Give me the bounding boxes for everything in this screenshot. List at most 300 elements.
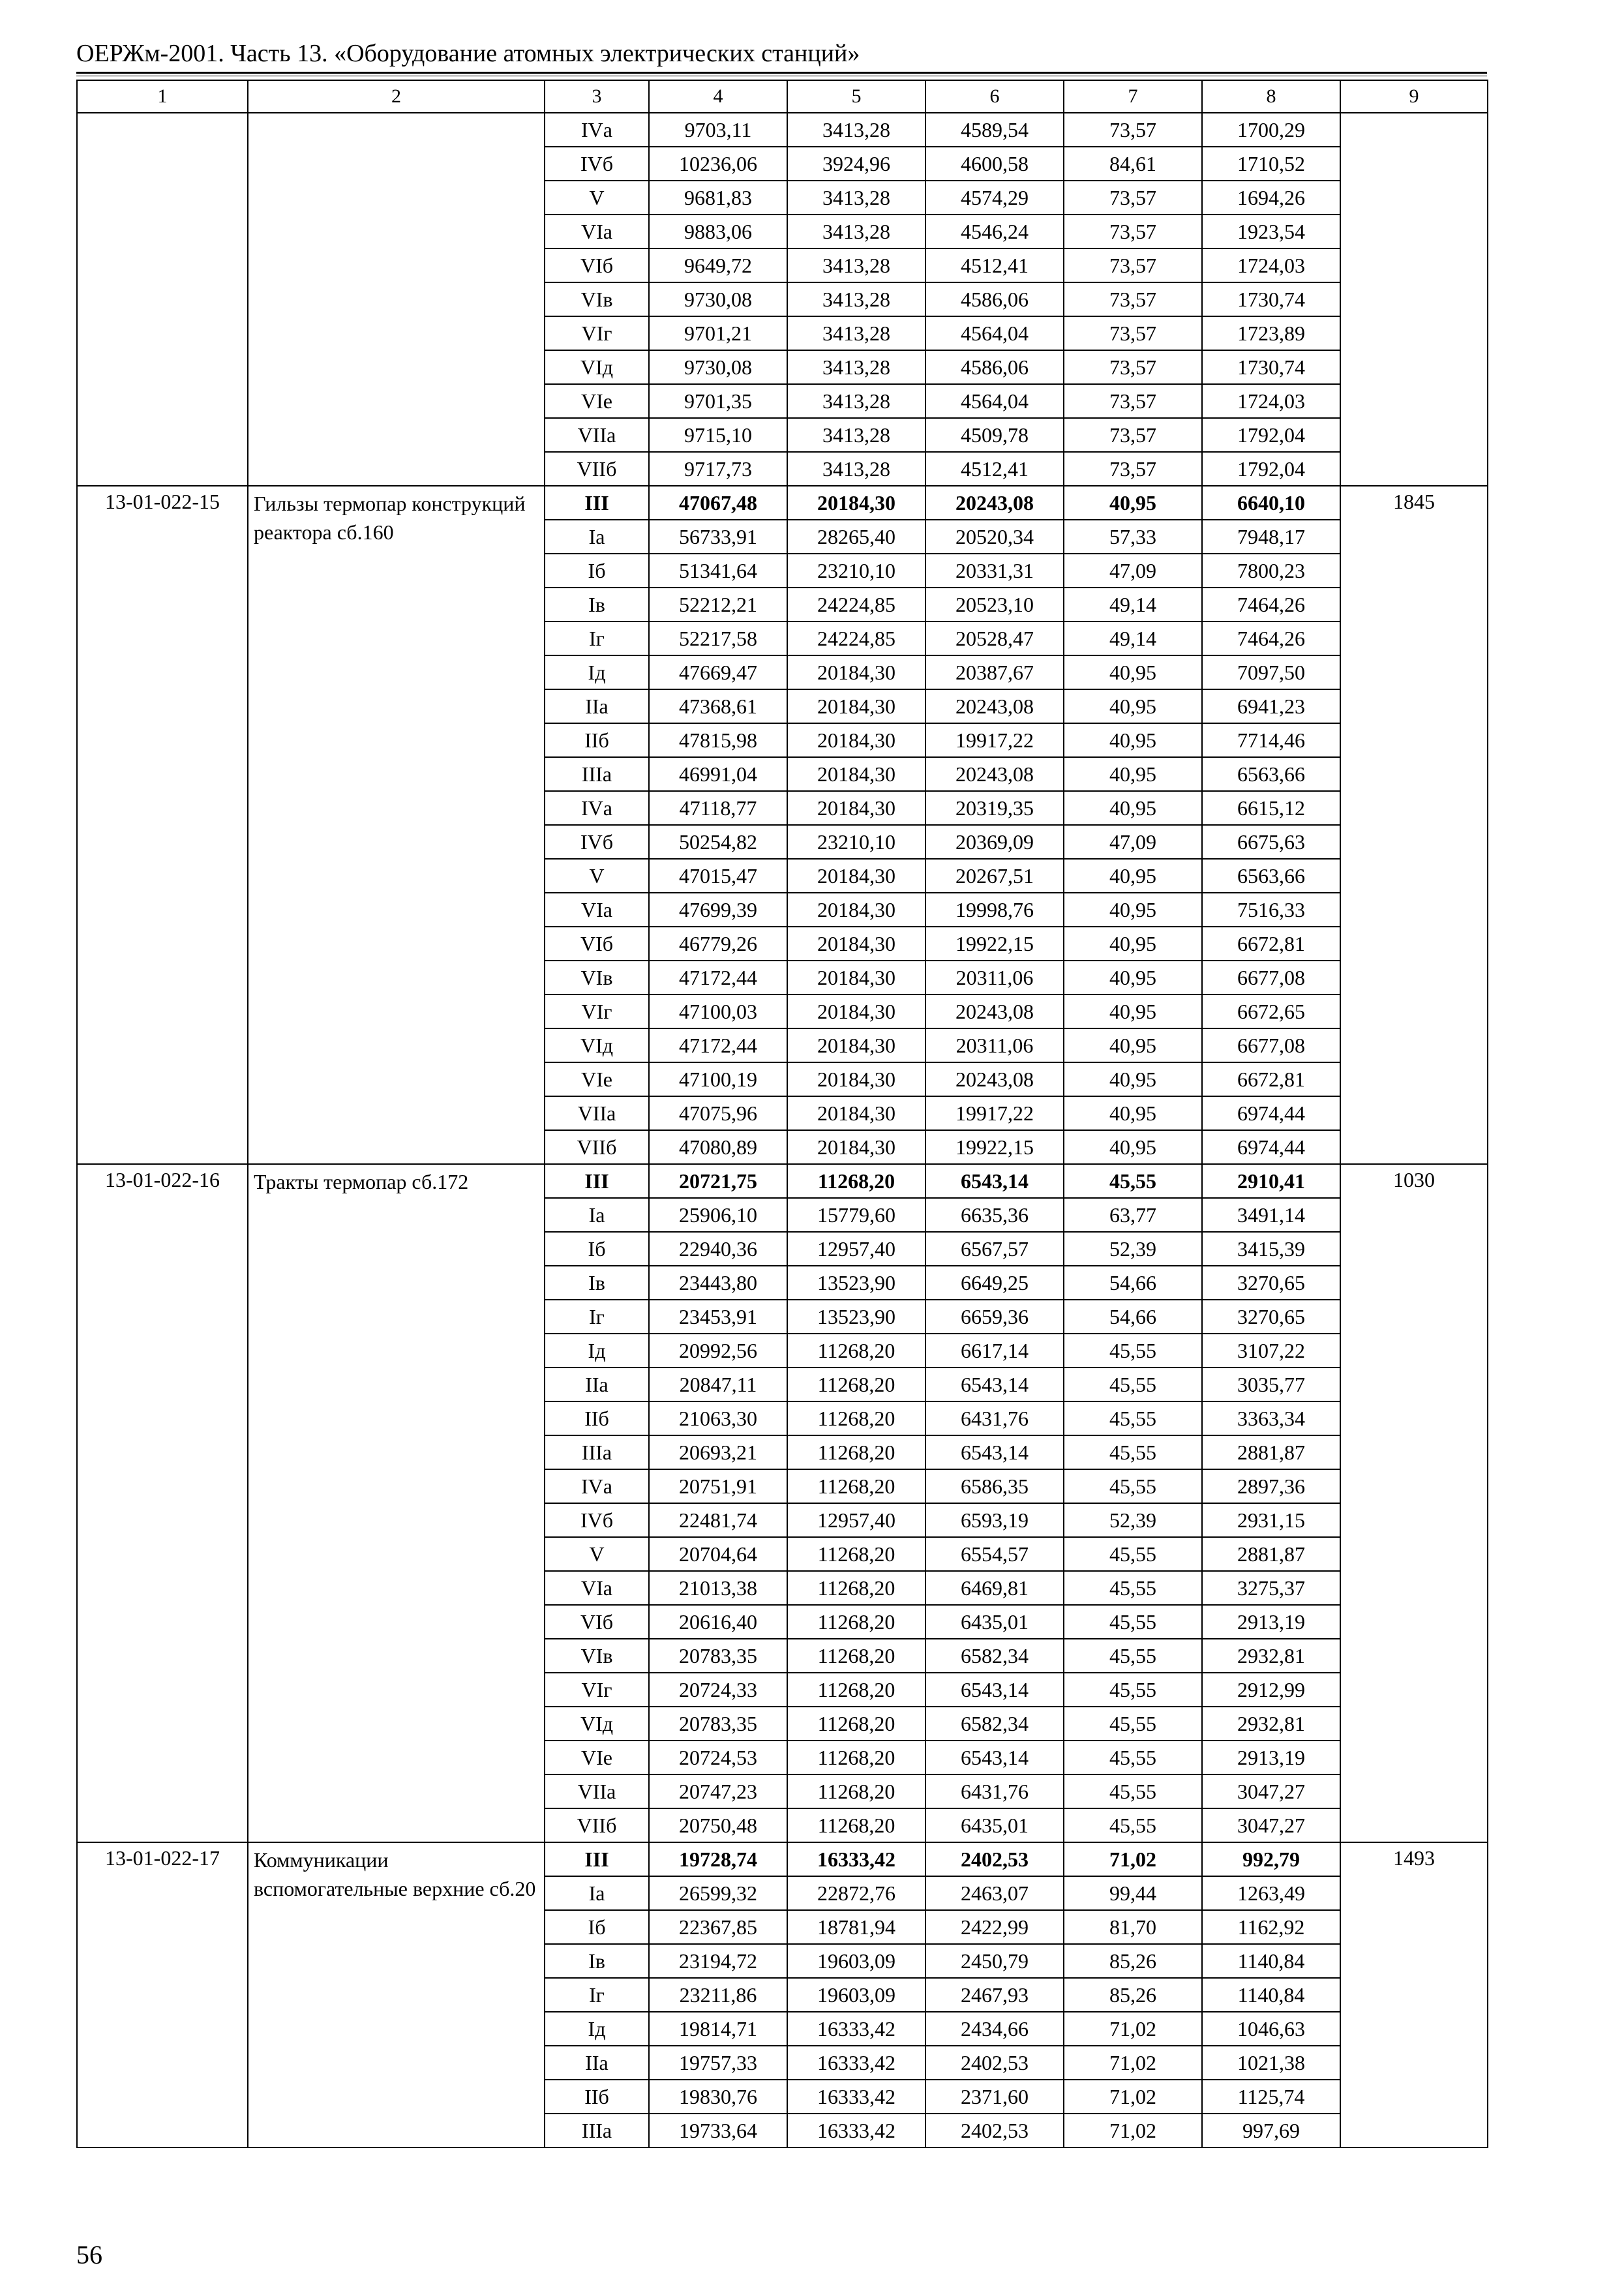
total-cost-cell: 20783,35 xyxy=(649,1639,787,1673)
wages-cell: 11268,20 xyxy=(787,1368,925,1401)
machinists-wages-cell: 40,95 xyxy=(1064,995,1202,1028)
materials-cell: 2913,19 xyxy=(1202,1741,1340,1774)
machinists-wages-cell: 73,57 xyxy=(1064,452,1202,486)
machinists-wages-cell: 73,57 xyxy=(1064,384,1202,418)
machines-cell: 19998,76 xyxy=(925,893,1064,927)
zone-cell: VIе xyxy=(545,1062,649,1096)
machinists-wages-cell: 40,95 xyxy=(1064,927,1202,961)
materials-cell: 1263,49 xyxy=(1202,1876,1340,1910)
wages-cell: 20184,30 xyxy=(787,893,925,927)
machines-cell: 4512,41 xyxy=(925,452,1064,486)
zone-cell: IIа xyxy=(545,2046,649,2080)
machinists-wages-cell: 45,55 xyxy=(1064,1537,1202,1571)
column-number: 8 xyxy=(1202,80,1340,113)
machines-cell: 20387,67 xyxy=(925,655,1064,689)
materials-cell: 1046,63 xyxy=(1202,2012,1340,2046)
materials-cell: 1125,74 xyxy=(1202,2080,1340,2114)
page-header: ОЕРЖм-2001. Часть 13. «Оборудование атомных электрических станций» xyxy=(76,40,860,67)
wages-cell: 11268,20 xyxy=(787,1164,925,1198)
zone-cell: VIд xyxy=(545,350,649,384)
materials-cell: 2881,87 xyxy=(1202,1537,1340,1571)
materials-cell: 3363,34 xyxy=(1202,1401,1340,1435)
total-cost-cell: 20747,23 xyxy=(649,1774,787,1808)
total-cost-cell: 47368,61 xyxy=(649,689,787,723)
zone-cell: IIб xyxy=(545,1401,649,1435)
table-row xyxy=(77,486,1488,520)
total-cost-cell: 19830,76 xyxy=(649,2080,787,2114)
total-cost-cell: 20693,21 xyxy=(649,1435,787,1469)
zone-cell: VIг xyxy=(545,995,649,1028)
machinists-wages-cell: 85,26 xyxy=(1064,1978,1202,2012)
materials-cell: 6615,12 xyxy=(1202,791,1340,825)
machines-cell: 2434,66 xyxy=(925,2012,1064,2046)
machinists-wages-cell: 45,55 xyxy=(1064,1571,1202,1605)
total-cost-cell: 47080,89 xyxy=(649,1130,787,1164)
machinists-wages-cell: 73,57 xyxy=(1064,350,1202,384)
zone-cell: IIб xyxy=(545,2080,649,2114)
rates-table xyxy=(76,80,1488,2148)
machinists-wages-cell: 54,66 xyxy=(1064,1300,1202,1334)
machines-cell: 6649,25 xyxy=(925,1266,1064,1300)
zone-cell: IVб xyxy=(545,825,649,859)
total-cost-cell: 21063,30 xyxy=(649,1401,787,1435)
machinists-wages-cell: 73,57 xyxy=(1064,113,1202,147)
machines-cell: 20243,08 xyxy=(925,757,1064,791)
wages-cell: 15779,60 xyxy=(787,1198,925,1232)
machines-cell: 2402,53 xyxy=(925,2046,1064,2080)
machines-cell: 19917,22 xyxy=(925,1096,1064,1130)
materials-cell: 3270,65 xyxy=(1202,1300,1340,1334)
total-cost-cell: 20783,35 xyxy=(649,1707,787,1741)
zone-cell: V xyxy=(545,1537,649,1571)
zone-cell: VIв xyxy=(545,1639,649,1673)
materials-cell: 3035,77 xyxy=(1202,1368,1340,1401)
machinists-wages-cell: 49,14 xyxy=(1064,588,1202,621)
zone-cell: Iг xyxy=(545,1978,649,2012)
materials-cell: 6563,66 xyxy=(1202,757,1340,791)
machines-cell: 19922,15 xyxy=(925,1130,1064,1164)
machinists-wages-cell: 40,95 xyxy=(1064,893,1202,927)
materials-cell: 2912,99 xyxy=(1202,1673,1340,1707)
machinists-wages-cell: 40,95 xyxy=(1064,791,1202,825)
total-cost-cell: 47118,77 xyxy=(649,791,787,825)
total-cost-cell: 22940,36 xyxy=(649,1232,787,1266)
materials-cell: 6672,65 xyxy=(1202,995,1340,1028)
materials-cell: 1730,74 xyxy=(1202,282,1340,316)
machinists-wages-cell: 45,55 xyxy=(1064,1741,1202,1774)
wages-cell: 18781,94 xyxy=(787,1910,925,1944)
materials-cell: 1710,52 xyxy=(1202,147,1340,181)
machinists-wages-cell: 40,95 xyxy=(1064,655,1202,689)
zone-cell: Iв xyxy=(545,1266,649,1300)
zone-cell: Iа xyxy=(545,1198,649,1232)
total-cost-cell: 9717,73 xyxy=(649,452,787,486)
zone-cell: Iд xyxy=(545,1334,649,1368)
total-cost-cell: 52212,21 xyxy=(649,588,787,621)
wages-cell: 16333,42 xyxy=(787,2080,925,2114)
machines-cell: 6593,19 xyxy=(925,1503,1064,1537)
machines-cell: 6469,81 xyxy=(925,1571,1064,1605)
work-name-cell xyxy=(248,113,545,486)
wages-cell: 16333,42 xyxy=(787,1842,925,1876)
rate-code-cell: 13-01-022-15 xyxy=(77,486,248,1164)
machines-cell: 20331,31 xyxy=(925,554,1064,588)
zone-cell: III xyxy=(545,1164,649,1198)
zone-cell: VIв xyxy=(545,282,649,316)
wages-cell: 11268,20 xyxy=(787,1673,925,1707)
machines-cell: 6586,35 xyxy=(925,1469,1064,1503)
machines-cell: 20243,08 xyxy=(925,486,1064,520)
wages-cell: 3413,28 xyxy=(787,248,925,282)
total-cost-cell: 9703,11 xyxy=(649,113,787,147)
total-cost-cell: 20992,56 xyxy=(649,1334,787,1368)
machines-cell: 20523,10 xyxy=(925,588,1064,621)
materials-cell: 7948,17 xyxy=(1202,520,1340,554)
materials-cell: 3415,39 xyxy=(1202,1232,1340,1266)
wages-cell: 20184,30 xyxy=(787,655,925,689)
wages-cell: 12957,40 xyxy=(787,1232,925,1266)
machines-cell: 20369,09 xyxy=(925,825,1064,859)
zone-cell: VIб xyxy=(545,1605,649,1639)
wages-cell: 23210,10 xyxy=(787,554,925,588)
machinists-wages-cell: 52,39 xyxy=(1064,1503,1202,1537)
total-cost-cell: 47815,98 xyxy=(649,723,787,757)
machinists-wages-cell: 73,57 xyxy=(1064,181,1202,215)
total-cost-cell: 23194,72 xyxy=(649,1944,787,1978)
column-number: 7 xyxy=(1064,80,1202,113)
total-cost-cell: 20751,91 xyxy=(649,1469,787,1503)
total-cost-cell: 50254,82 xyxy=(649,825,787,859)
wages-cell: 20184,30 xyxy=(787,927,925,961)
zone-cell: IVб xyxy=(545,147,649,181)
total-cost-cell: 19733,64 xyxy=(649,2114,787,2147)
wages-cell: 3413,28 xyxy=(787,181,925,215)
machinists-wages-cell: 40,95 xyxy=(1064,486,1202,520)
machinists-wages-cell: 49,14 xyxy=(1064,621,1202,655)
wages-cell: 20184,30 xyxy=(787,723,925,757)
machinists-wages-cell: 45,55 xyxy=(1064,1435,1202,1469)
wages-cell: 20184,30 xyxy=(787,995,925,1028)
materials-cell: 3107,22 xyxy=(1202,1334,1340,1368)
wages-cell: 11268,20 xyxy=(787,1334,925,1368)
machinists-wages-cell: 45,55 xyxy=(1064,1334,1202,1368)
machines-cell: 6582,34 xyxy=(925,1707,1064,1741)
machinists-wages-cell: 71,02 xyxy=(1064,2080,1202,2114)
zone-cell: VIIб xyxy=(545,1808,649,1842)
total-cost-cell: 47067,48 xyxy=(649,486,787,520)
machines-cell: 2422,99 xyxy=(925,1910,1064,1944)
total-cost-cell: 19814,71 xyxy=(649,2012,787,2046)
machines-cell: 2402,53 xyxy=(925,1842,1064,1876)
machinists-wages-cell: 40,95 xyxy=(1064,757,1202,791)
machinists-wages-cell: 73,57 xyxy=(1064,316,1202,350)
materials-cell: 1700,29 xyxy=(1202,113,1340,147)
materials-cell: 1162,92 xyxy=(1202,1910,1340,1944)
zone-cell: III xyxy=(545,1842,649,1876)
machinists-wages-cell: 63,77 xyxy=(1064,1198,1202,1232)
machines-cell: 20311,06 xyxy=(925,961,1064,995)
total-cost-cell: 9681,83 xyxy=(649,181,787,215)
wages-cell: 11268,20 xyxy=(787,1707,925,1741)
machines-cell: 2450,79 xyxy=(925,1944,1064,1978)
machines-cell: 20243,08 xyxy=(925,1062,1064,1096)
machines-cell: 2371,60 xyxy=(925,2080,1064,2114)
materials-cell: 7464,26 xyxy=(1202,621,1340,655)
column-number: 3 xyxy=(545,80,649,113)
total-cost-cell: 22367,85 xyxy=(649,1910,787,1944)
machinists-wages-cell: 71,02 xyxy=(1064,1842,1202,1876)
wages-cell: 16333,42 xyxy=(787,2046,925,2080)
zone-cell: VIе xyxy=(545,1741,649,1774)
machinists-wages-cell: 81,70 xyxy=(1064,1910,1202,1944)
column-number: 9 xyxy=(1340,80,1488,113)
materials-cell: 1792,04 xyxy=(1202,452,1340,486)
machines-cell: 6543,14 xyxy=(925,1368,1064,1401)
zone-cell: VIд xyxy=(545,1707,649,1741)
machines-cell: 6582,34 xyxy=(925,1639,1064,1673)
machines-cell: 20243,08 xyxy=(925,689,1064,723)
machines-cell: 20267,51 xyxy=(925,859,1064,893)
materials-cell: 3047,27 xyxy=(1202,1808,1340,1842)
total-cost-cell: 9701,35 xyxy=(649,384,787,418)
zone-cell: IIа xyxy=(545,689,649,723)
machinists-wages-cell: 40,95 xyxy=(1064,1028,1202,1062)
wages-cell: 16333,42 xyxy=(787,2012,925,2046)
machines-cell: 4600,58 xyxy=(925,147,1064,181)
wages-cell: 3413,28 xyxy=(787,215,925,248)
materials-cell: 7714,46 xyxy=(1202,723,1340,757)
machinists-wages-cell: 45,55 xyxy=(1064,1368,1202,1401)
machinists-wages-cell: 40,95 xyxy=(1064,1130,1202,1164)
wages-cell: 20184,30 xyxy=(787,1096,925,1130)
zone-cell: VIг xyxy=(545,1673,649,1707)
total-cost-cell: 47100,19 xyxy=(649,1062,787,1096)
zone-cell: VIIб xyxy=(545,1130,649,1164)
machines-cell: 6659,36 xyxy=(925,1300,1064,1334)
total-cost-cell: 22481,74 xyxy=(649,1503,787,1537)
zone-cell: Iв xyxy=(545,1944,649,1978)
wages-cell: 11268,20 xyxy=(787,1741,925,1774)
header-rule xyxy=(76,72,1487,74)
machines-cell: 6543,14 xyxy=(925,1435,1064,1469)
work-name-cell: Коммуникации вспомогательные верхние сб.20 xyxy=(248,1842,545,2147)
materials-cell: 992,79 xyxy=(1202,1842,1340,1876)
machines-cell: 6431,76 xyxy=(925,1401,1064,1435)
wages-cell: 12957,40 xyxy=(787,1503,925,1537)
total-cost-cell: 20721,75 xyxy=(649,1164,787,1198)
materials-cell: 997,69 xyxy=(1202,2114,1340,2147)
wages-cell: 13523,90 xyxy=(787,1300,925,1334)
machinists-wages-cell: 40,95 xyxy=(1064,961,1202,995)
materials-cell: 2932,81 xyxy=(1202,1639,1340,1673)
zone-cell: Iд xyxy=(545,655,649,689)
table-row xyxy=(77,113,1488,147)
materials-cell: 1724,03 xyxy=(1202,248,1340,282)
machinists-wages-cell: 57,33 xyxy=(1064,520,1202,554)
total-cost-cell: 9715,10 xyxy=(649,418,787,452)
materials-cell: 1923,54 xyxy=(1202,215,1340,248)
machines-cell: 6617,14 xyxy=(925,1334,1064,1368)
wages-cell: 19603,09 xyxy=(787,1978,925,2012)
machines-cell: 20528,47 xyxy=(925,621,1064,655)
zone-cell: VIIа xyxy=(545,418,649,452)
wages-cell: 20184,30 xyxy=(787,757,925,791)
machinists-wages-cell: 73,57 xyxy=(1064,215,1202,248)
machinists-wages-cell: 45,55 xyxy=(1064,1707,1202,1741)
total-cost-cell: 20750,48 xyxy=(649,1808,787,1842)
wages-cell: 28265,40 xyxy=(787,520,925,554)
zone-cell: VIIб xyxy=(545,452,649,486)
total-cost-cell: 10236,06 xyxy=(649,147,787,181)
materials-cell: 7464,26 xyxy=(1202,588,1340,621)
wages-cell: 3413,28 xyxy=(787,282,925,316)
zone-cell: IIб xyxy=(545,723,649,757)
wages-cell: 11268,20 xyxy=(787,1469,925,1503)
zone-cell: IVа xyxy=(545,791,649,825)
machinists-wages-cell: 40,95 xyxy=(1064,1096,1202,1130)
zone-cell: III xyxy=(545,486,649,520)
total-cost-cell: 20847,11 xyxy=(649,1368,787,1401)
machines-cell: 6554,57 xyxy=(925,1537,1064,1571)
wages-cell: 20184,30 xyxy=(787,961,925,995)
wages-cell: 11268,20 xyxy=(787,1435,925,1469)
total-cost-cell: 20724,33 xyxy=(649,1673,787,1707)
total-cost-cell: 21013,38 xyxy=(649,1571,787,1605)
machines-cell: 2402,53 xyxy=(925,2114,1064,2147)
wages-cell: 11268,20 xyxy=(787,1639,925,1673)
machines-cell: 4564,04 xyxy=(925,316,1064,350)
total-cost-cell: 23453,91 xyxy=(649,1300,787,1334)
machinists-wages-cell: 73,57 xyxy=(1064,418,1202,452)
wages-cell: 22872,76 xyxy=(787,1876,925,1910)
wages-cell: 24224,85 xyxy=(787,621,925,655)
machines-cell: 6543,14 xyxy=(925,1741,1064,1774)
machines-cell: 2467,93 xyxy=(925,1978,1064,2012)
zone-cell: Iа xyxy=(545,520,649,554)
materials-cell: 6941,23 xyxy=(1202,689,1340,723)
machinists-wages-cell: 99,44 xyxy=(1064,1876,1202,1910)
total-cost-cell: 9649,72 xyxy=(649,248,787,282)
total-cost-cell: 19728,74 xyxy=(649,1842,787,1876)
machinists-wages-cell: 40,95 xyxy=(1064,723,1202,757)
wages-cell: 3413,28 xyxy=(787,452,925,486)
zone-cell: VIа xyxy=(545,215,649,248)
rate-code-cell: 13-01-022-17 xyxy=(77,1842,248,2147)
column-number: 2 xyxy=(248,80,545,113)
machines-cell: 4564,04 xyxy=(925,384,1064,418)
machinists-wages-cell: 84,61 xyxy=(1064,147,1202,181)
rates-table-body xyxy=(77,80,1488,2147)
zone-cell: Iв xyxy=(545,588,649,621)
materials-cell: 6563,66 xyxy=(1202,859,1340,893)
zone-cell: VIб xyxy=(545,927,649,961)
zone-cell: Iа xyxy=(545,1876,649,1910)
zone-cell: V xyxy=(545,859,649,893)
materials-cell: 6974,44 xyxy=(1202,1130,1340,1164)
wages-cell: 20184,30 xyxy=(787,791,925,825)
machines-cell: 6431,76 xyxy=(925,1774,1064,1808)
total-cost-cell: 47172,44 xyxy=(649,961,787,995)
materials-cell: 3047,27 xyxy=(1202,1774,1340,1808)
machinists-wages-cell: 40,95 xyxy=(1064,859,1202,893)
materials-cell: 2913,19 xyxy=(1202,1605,1340,1639)
zone-cell: Iб xyxy=(545,1232,649,1266)
wages-cell: 20184,30 xyxy=(787,1130,925,1164)
equipment-cost-cell xyxy=(1340,113,1488,486)
wages-cell: 11268,20 xyxy=(787,1537,925,1571)
wages-cell: 20184,30 xyxy=(787,1028,925,1062)
total-cost-cell: 47075,96 xyxy=(649,1096,787,1130)
total-cost-cell: 20724,53 xyxy=(649,1741,787,1774)
total-cost-cell: 56733,91 xyxy=(649,520,787,554)
total-cost-cell: 47015,47 xyxy=(649,859,787,893)
materials-cell: 2910,41 xyxy=(1202,1164,1340,1198)
zone-cell: Iд xyxy=(545,2012,649,2046)
wages-cell: 16333,42 xyxy=(787,2114,925,2147)
rate-code-cell: 13-01-022-16 xyxy=(77,1164,248,1842)
machinists-wages-cell: 45,55 xyxy=(1064,1605,1202,1639)
zone-cell: VIд xyxy=(545,1028,649,1062)
machines-cell: 6567,57 xyxy=(925,1232,1064,1266)
wages-cell: 3413,28 xyxy=(787,418,925,452)
materials-cell: 6640,10 xyxy=(1202,486,1340,520)
materials-cell: 6677,08 xyxy=(1202,1028,1340,1062)
machines-cell: 2463,07 xyxy=(925,1876,1064,1910)
total-cost-cell: 46991,04 xyxy=(649,757,787,791)
wages-cell: 3413,28 xyxy=(787,350,925,384)
wages-cell: 20184,30 xyxy=(787,486,925,520)
total-cost-cell: 25906,10 xyxy=(649,1198,787,1232)
total-cost-cell: 46779,26 xyxy=(649,927,787,961)
materials-cell: 3270,65 xyxy=(1202,1266,1340,1300)
machines-cell: 6435,01 xyxy=(925,1808,1064,1842)
machinists-wages-cell: 45,55 xyxy=(1064,1808,1202,1842)
zone-cell: Iб xyxy=(545,554,649,588)
zone-cell: Iг xyxy=(545,621,649,655)
total-cost-cell: 9730,08 xyxy=(649,350,787,384)
wages-cell: 24224,85 xyxy=(787,588,925,621)
machines-cell: 20319,35 xyxy=(925,791,1064,825)
machinists-wages-cell: 73,57 xyxy=(1064,248,1202,282)
materials-cell: 2897,36 xyxy=(1202,1469,1340,1503)
machinists-wages-cell: 52,39 xyxy=(1064,1232,1202,1266)
machinists-wages-cell: 45,55 xyxy=(1064,1469,1202,1503)
machines-cell: 4589,54 xyxy=(925,113,1064,147)
zone-cell: IIIа xyxy=(545,1435,649,1469)
total-cost-cell: 9883,06 xyxy=(649,215,787,248)
wages-cell: 19603,09 xyxy=(787,1944,925,1978)
column-numbers-row xyxy=(77,80,1488,113)
machinists-wages-cell: 71,02 xyxy=(1064,2046,1202,2080)
total-cost-cell: 47100,03 xyxy=(649,995,787,1028)
column-number: 1 xyxy=(77,80,248,113)
total-cost-cell: 23211,86 xyxy=(649,1978,787,2012)
total-cost-cell: 47172,44 xyxy=(649,1028,787,1062)
work-name-cell: Гильзы термопар конструкций реактора сб.160 xyxy=(248,486,545,1164)
zone-cell: VIIа xyxy=(545,1774,649,1808)
total-cost-cell: 23443,80 xyxy=(649,1266,787,1300)
total-cost-cell: 19757,33 xyxy=(649,2046,787,2080)
total-cost-cell: 47669,47 xyxy=(649,655,787,689)
total-cost-cell: 9701,21 xyxy=(649,316,787,350)
materials-cell: 1140,84 xyxy=(1202,1944,1340,1978)
machines-cell: 20243,08 xyxy=(925,995,1064,1028)
zone-cell: V xyxy=(545,181,649,215)
zone-cell: IIIа xyxy=(545,2114,649,2147)
machinists-wages-cell: 73,57 xyxy=(1064,282,1202,316)
zone-cell: VIа xyxy=(545,1571,649,1605)
materials-cell: 3491,14 xyxy=(1202,1198,1340,1232)
